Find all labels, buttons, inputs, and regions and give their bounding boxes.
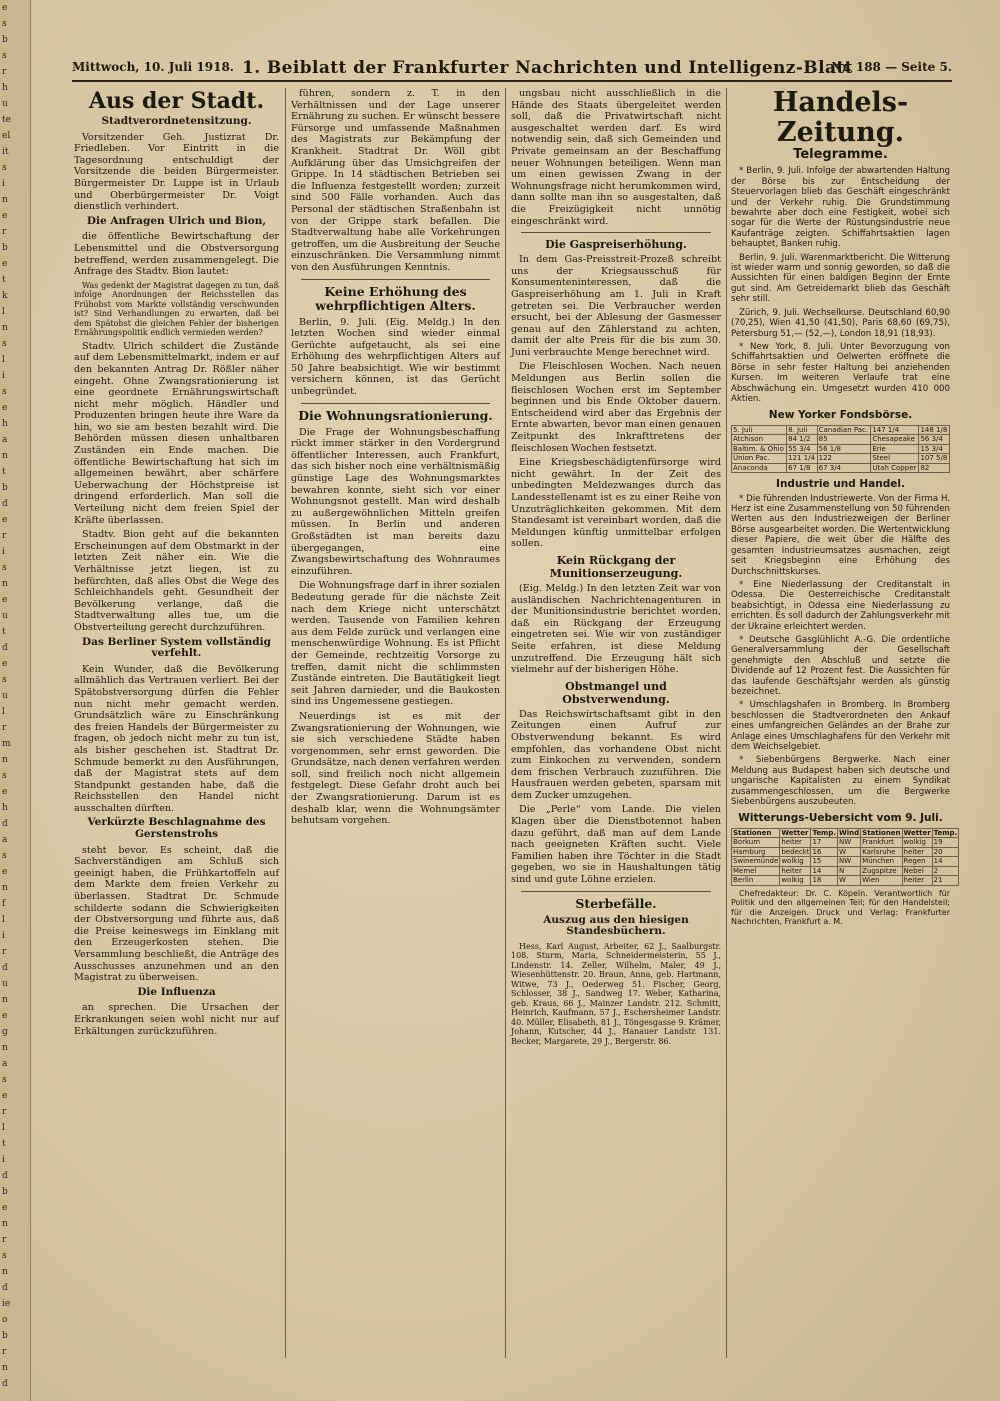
- table-cell: N: [838, 866, 861, 876]
- paragraph: * New York, 8. Juli. Unter Bevorzugung von Schiffahrtsaktien und Oelwerten eröffnete die Börse in sehr fester Haltung bei anziehenden Kursen. Im weiteren Verlaufe trat eine Abschwächung ein. Umgesetzt wurden 410 000 Aktien.: [731, 341, 950, 404]
- table-cell: Baltim. & Ohio: [732, 444, 787, 454]
- paragraph: Eine Kriegsbeschädigtenfürsorge wird nicht gewährt. In der Zeit des unbedingten Meldezwanges durch das Landesstellenamt ist es zu einer Reihe von Unzuträglichkeiten gekommen. Mit dem Standesamt ist vereinbart worden, daß die Meldungen künftig unmittelbar erfolgen sollen.: [511, 457, 721, 550]
- strip-fragment: d: [2, 819, 8, 829]
- column-3: [511, 88, 721, 1358]
- paragraph: * Eine Niederlassung der Creditanstalt in Odessa. Die Oesterreichische Creditanstalt beabsichtigt, in Odessa eine Niederlassung zu errichten. Es soll dadurch der Zahlungsverkehr mit der Ukraine erleichtert werden.: [731, 579, 950, 632]
- article-subhead: Das Berliner System vollständig verfehlt.: [82, 635, 271, 660]
- table-cell: wolkig: [780, 857, 811, 867]
- strip-fragment: e: [2, 259, 8, 269]
- table-cell: 122: [817, 454, 871, 464]
- strip-fragment: a: [2, 835, 8, 845]
- strip-fragment: e: [2, 211, 8, 221]
- table-cell: 148 1/8: [919, 425, 950, 435]
- paragraph: Zürich, 9. Juli. Wechselkurse. Deutschland 60,90 (70,25), Wien 41,50 (41,50), Paris 68,60 (69,75), Petersburg 51,— (52,—), London 18,91 (18,93).: [731, 307, 950, 339]
- column-1: [74, 88, 279, 1358]
- column-rule: [505, 88, 506, 1358]
- strip-fragment: u: [2, 691, 8, 701]
- stock-table: [731, 425, 950, 474]
- strip-fragment: s: [2, 387, 7, 397]
- weather-title: Witterungs-Uebersicht vom 9. Juli.: [738, 812, 943, 825]
- strip-fragment: l: [2, 915, 5, 925]
- paragraph: Kein Wunder, daß die Bevölkerung allmählich das Vertrauen verliert. Bei der Spätobstversorgung dürfen die Fehler nun nicht mehr gemacht werden. Grundsätzlich wäre zu Einschränkung des freien Handels der Bürgermeister zu fragen, ob jedoch nicht mehr zu tun ist, als bisher geschehen ist. Stadtrat Dr. Schmude bemerkt zu den Ausführungen, daß der Magistrat stets auf dem Standpunkt gestanden habe, daß die Reichsstellen den Handel nicht ausschalten dürften.: [74, 663, 279, 814]
- table-cell: NW: [838, 838, 861, 848]
- strip-fragment: r: [2, 227, 7, 237]
- table-cell: 15 3/4: [919, 444, 950, 454]
- strip-fragment: g: [2, 1027, 8, 1037]
- table-cell: 67 1/8: [787, 463, 818, 473]
- table-cell: W: [838, 876, 861, 886]
- strip-fragment: n: [2, 451, 8, 461]
- table-header-cell: Temp.: [812, 828, 837, 837]
- strip-fragment: b: [2, 35, 8, 45]
- strip-fragment: s: [2, 1075, 7, 1085]
- strip-fragment: r: [2, 1235, 7, 1245]
- paragraph: Die „Perle“ vom Lande. Die vielen Klagen über die Dienstbotennot haben dazu geführt, daß man auf dem Lande nach geeigneten Kräften sucht. Viele Familien haben ihre Töchter in die Stadt gegeben, wo sie in Haushaltungen tätig sind und gute Löhne erzielen.: [511, 804, 721, 886]
- article-subhead: Die Influenza: [137, 985, 216, 998]
- paragraph: * Deutsche Gasglühlicht A.-G. Die ordentliche Generalversammlung der Gesellschaft genehmigte den Abschluß und setzte die Dividende auf 12 Prozent fest. Die Aussichten für das laufende Geschäftsjahr werden als günstig bezeichnet.: [731, 634, 950, 697]
- table-cell: 17: [811, 838, 838, 848]
- table-row: [732, 444, 950, 454]
- strip-fragment: n: [2, 755, 8, 765]
- strip-fragment: h: [2, 803, 8, 813]
- table-row: [732, 435, 950, 445]
- article-subhead: Auszug aus den hiesigen Standesbüchern.: [543, 913, 689, 938]
- table-cell: wolkig: [902, 838, 932, 848]
- strip-fragment: h: [2, 419, 8, 429]
- strip-fragment: r: [2, 947, 7, 957]
- strip-fragment: n: [2, 1043, 8, 1053]
- article-divider: [521, 891, 711, 892]
- paragraph: an sprechen. Die Ursachen der Erkrankungen seien wohl nicht nur auf Erkältungen zurückzuführen.: [74, 1002, 279, 1037]
- paragraph: Die Wohnungsfrage darf in ihrer sozialen Bedeutung gerade für die nächste Zeit nach dem Kriege nicht unterschätzt werden. Tausende von Familien kehren aus dem Felde zurück und verlangen eine menschenwürdige Wohnung. Es ist Pflicht der Gemeinde, rechtzeitig Vorsorge zu treffen, damit nicht die schlimmsten Zustände eintreten. Die Bautätigkeit liegt seit Jahren darnieder, und die Baukosten sind ins Ungemessene gestiegen.: [291, 580, 500, 708]
- strip-fragment: n: [2, 1363, 8, 1373]
- header-page-number: Nr. 188 — Seite 5.: [831, 60, 952, 74]
- strip-fragment: i: [2, 1155, 5, 1165]
- strip-fragment: a: [2, 1059, 8, 1069]
- strip-fragment: s: [2, 771, 7, 781]
- strip-fragment: k: [2, 291, 8, 301]
- paragraph: * Siebenbürgens Bergwerke. Nach einer Meldung aus Budapest haben sich deutsche und ungarische Kapitalisten zu einem Syndikat zusammengeschlossen, um die Bergwerke Siebenbürgens auszubeuten.: [731, 755, 950, 808]
- table-cell: 67 3/4: [817, 463, 871, 473]
- paragraph: Stadtv. Ulrich schildert die Zustände auf dem Lebensmittelmarkt, indem er auf den bekannten Antrag Dr. Rößler näher eingeht. Ohne Zwangsrationierung ist eine geordnete Ernährungswirtschaft nicht mehr möglich. Händler und Produzenten bringen heute ihre Ware da hin, wo sie am besten bezahlt wird. Die Behörden müssen diesen unhaltbaren Zuständen ein Ende machen. Die öffentliche Bewirtschaftung hat sich im allgemeinen bewährt, aber schärfere Ueberwachung der Höchstpreise ist dringend erforderlich. Man soll die Verteilung nicht dem freien Spiel der Kräfte überlassen.: [74, 340, 279, 526]
- column-rule: [285, 88, 286, 1358]
- table-row: [732, 876, 959, 886]
- strip-fragment: e: [2, 1203, 8, 1213]
- table-cell: 14: [932, 857, 959, 867]
- strip-fragment: r: [2, 1107, 7, 1117]
- paragraph: * Umschlagshafen in Bromberg. In Bromberg beschlossen die Stadtverordneten den Ankauf eines umfangreichen Geländes an der Brahe zur Anlage eines Umschlaghafens für den Verkehr mit dem Weichselgebiet.: [731, 700, 950, 752]
- table-cell: heiter: [902, 847, 932, 857]
- table-row: [732, 857, 959, 867]
- strip-fragment: e: [2, 787, 8, 797]
- table-cell: 5. Juli: [732, 425, 787, 435]
- table-cell: 56 1/8: [817, 444, 871, 454]
- paragraph: steht bevor. Es scheint, daß die Sachverständigen am Schluß sich geeinigt haben, die Frühkartoffeln auf dem Markte dem freien Verkehr zu überlassen. Stadtrat Dr. Schmude schilderte sodann die Schwierigkeiten der Obstversorgung und führte aus, daß die Preise keineswegs im Einklang mit den Erzeugerkosten stehen. Die Versammlung beschließt, die Anträge des Ausschusses anzunehmen und an den Magistrat zu überweisen.: [74, 844, 279, 984]
- strip-fragment: i: [2, 547, 5, 557]
- paragraph: (Eig. Meldg.) In den letzten Zeit war von ausländischen Nachrichtenagenturen in der Munitionsindustrie berichtet worden, daß ein Rückgang der Erzeugung eingetreten sei. Wie wir von zuständiger Seite erfahren, ist diese Meldung unzutreffend. Die Erzeugung hält sich vielmehr auf der bisherigen Höhe.: [511, 582, 721, 676]
- strip-fragment: t: [2, 275, 6, 285]
- table-header-cell: Wind: [839, 828, 860, 837]
- table-cell: 16: [811, 847, 838, 857]
- table-cell: 21: [932, 876, 959, 886]
- table-cell: Anaconda: [732, 463, 787, 473]
- table-cell: 14: [811, 866, 838, 876]
- strip-fragment: e: [2, 3, 8, 13]
- table-cell: Steel: [871, 454, 919, 464]
- strip-fragment: e: [2, 403, 8, 413]
- paragraph: Neuerdings ist es mit der Zwangsrationierung der Wohnungen, wie sie sich verschiedene Städte haben vorgenommen, sehr ernst geworden. Die Grundsätze, nach denen verfahren werden soll, sind freilich noch nicht allgemein festgelegt. Diese Gefahr droht auch bei der Zwangsrationierung. Darum ist es deshalb klar, wenn die Wohnungsämter behutsam vorgehen.: [291, 710, 500, 827]
- table-row: [732, 866, 959, 876]
- strip-fragment: r: [2, 531, 7, 541]
- table-row: [732, 847, 959, 857]
- strip-fragment: t: [2, 467, 6, 477]
- weather-table: [731, 828, 959, 886]
- table-cell: Memel: [732, 866, 780, 876]
- page-header: [72, 58, 952, 82]
- table-cell: Frankfurt: [861, 838, 902, 848]
- table-cell: Canadian Pac.: [817, 425, 871, 435]
- article-heading: Kein Rückgang der Munitionserzeugung.: [549, 553, 683, 580]
- header-title: 1. Beiblatt der Frankfurter Nachrichten und Intelligenz-Blatt: [242, 58, 853, 78]
- table-cell: heiter: [780, 838, 811, 848]
- table-cell: bedeckt: [781, 847, 810, 856]
- strip-fragment: d: [2, 1171, 8, 1181]
- handels-zeitung-title: Handels-Zeitung.: [772, 87, 909, 148]
- strip-fragment: u: [2, 611, 8, 621]
- article-heading: Die Wohnungsrationierung.: [298, 407, 493, 423]
- table-title: New Yorker Fondsbörse.: [768, 409, 913, 422]
- table-cell: 84 1/2: [787, 435, 818, 445]
- table-cell: Swinemünde: [733, 857, 779, 866]
- table-cell: Berlin: [732, 876, 780, 886]
- strip-fragment: s: [2, 19, 7, 29]
- strip-fragment: b: [2, 1187, 8, 1197]
- paragraph: Berlin, 9. Juli. Warenmarktbericht. Die Witterung ist wieder warm und sonnig geworden, so daß die Aussichten für einen baldigen Beginn der Ernte gut sind. Am Getreidemarkt blieb das Geschäft sehr still.: [731, 252, 950, 305]
- strip-fragment: u: [2, 99, 8, 109]
- table-cell: W: [838, 847, 861, 857]
- strip-fragment: n: [2, 883, 8, 893]
- paragraph: Die Fleischlosen Wochen. Nach neuen Meldungen aus Berlin sollen die fleischlosen Wochen erst im September beginnen und bis Ende Oktober dauern. Entscheidend wird aber das Ergebnis der Ernte abwarten, bevor man einen genauen Zeitpunkt des Inkrafttretens der fleischlosen Wochen festsetzt.: [511, 361, 721, 454]
- table-cell: wolkig: [780, 876, 811, 886]
- strip-fragment: r: [2, 67, 7, 77]
- paragraph: Vorsitzender Geh. Justizrat Dr. Friedleben. Vor Eintritt in die Tagesordnung entschuldigt der Vorsitzende die beiden Bürgermeister. Bürgermeister Dr. Luppe ist in Urlaub und Oberbürgermeister Dr. Voigt dienstlich verhindert.: [74, 131, 279, 213]
- strip-fragment: e: [2, 1011, 8, 1021]
- table-cell: 20: [932, 847, 959, 857]
- strip-fragment: n: [2, 195, 8, 205]
- table-cell: Utah Copper: [871, 463, 919, 473]
- strip-fragment: d: [2, 963, 8, 973]
- strip-fragment: it: [2, 147, 9, 157]
- table-cell: Union Pac.: [732, 454, 787, 464]
- strip-fragment: d: [2, 1283, 8, 1293]
- table-cell: Karlsruhe: [861, 847, 902, 857]
- strip-fragment: l: [2, 307, 5, 317]
- table-cell: Hamburg: [732, 847, 780, 857]
- strip-fragment: e: [2, 659, 8, 669]
- table-cell: 56 3/4: [919, 435, 950, 445]
- column-2: [291, 88, 500, 1358]
- article-subhead: Die Anfragen Ulrich und Bion,: [86, 214, 267, 227]
- paragraph: Stadtv. Bion geht auf die bekannten Erscheinungen auf dem Obstmarkt in der letzten Zeit näher ein. Wie die Verhältnisse jetzt liegen, ist zu befürchten, daß alles Obst die Wege des Schleichhandels geht. Gesundheit der Bevölkerung verlange, daß die Stadtverwaltung alles tue, um die Obstverteilung gerecht durchzuführen.: [74, 529, 279, 633]
- table-header-row: [732, 828, 959, 838]
- strip-fragment: n: [2, 323, 8, 333]
- strip-fragment: o: [2, 1315, 8, 1325]
- table-cell: Atchison: [732, 435, 787, 445]
- article-divider: [301, 279, 490, 280]
- strip-fragment: s: [2, 51, 7, 61]
- strip-fragment: l: [2, 1123, 5, 1133]
- table-cell: 15: [811, 857, 838, 867]
- paragraph-quote: Was gedenkt der Magistrat dagegen zu tun, daß infolge Anordnungen der Reichsstellen das Frühobst vom Markte vollständig verschwunden ist? Sind Verhandlungen zu erwarten, daß bei dem Spätobst die gleichen Fehler der bisherigen Ernährungspolitik endlich vermieden werden?: [74, 280, 279, 338]
- table-cell: 8. Juli: [787, 425, 818, 435]
- strip-fragment: e: [2, 867, 8, 877]
- adjacent-page-strip: [0, 0, 31, 1401]
- table-cell: 147 1/4: [871, 425, 919, 435]
- paragraph: Die Frage der Wohnungsbeschaffung rückt immer stärker in den Vordergrund öffentlicher Interessen, auch Frankfurt, das sich bisher noch eine verhältnismäßig günstige Lage des Wohnungsmarktes bewahren konnte, sieht sich vor einer Wohnungsnot gestellt. Man wird deshalb zu außergewöhnlichen Mitteln greifen müssen. In Berlin und anderen Großstädten ist man bereits dazu übergegangen, eine Zwangsbewirtschaftung des Wohnraumes einzuführen.: [291, 426, 500, 577]
- strip-fragment: b: [2, 1331, 8, 1341]
- table-cell: 18: [811, 876, 838, 886]
- section-heading: Industrie und Handel.: [776, 478, 905, 491]
- strip-fragment: b: [2, 483, 8, 493]
- paragraph: * Die führenden Industriewerte. Von der Firma H. Herz ist eine Zusammenstellung von 50 führenden Werten aus den Industriezweigen der Berliner Börse ausgearbeitet worden. Die Wertentwicklung dieser Papiere, die weit über die Hälfte des gesamten Industrieumsatzes ausmachen, zeigt seit Kriegsbeginn eine Erhöhung des Durchschnittskurses.: [731, 493, 950, 577]
- table-header-cell: Temp.: [933, 828, 958, 837]
- strip-fragment: ie: [2, 1299, 11, 1309]
- strip-fragment: d: [2, 1379, 8, 1389]
- table-header-cell: Wetter: [780, 828, 811, 838]
- strip-fragment: n: [2, 1219, 8, 1229]
- strip-fragment: s: [2, 1251, 7, 1261]
- table-cell: Regen: [902, 857, 932, 867]
- strip-fragment: s: [2, 339, 7, 349]
- strip-fragment: n: [2, 579, 8, 589]
- strip-fragment: n: [2, 995, 8, 1005]
- table-cell: Chesapeake: [871, 435, 919, 445]
- strip-fragment: s: [2, 851, 7, 861]
- strip-fragment: l: [2, 707, 5, 717]
- strip-fragment: i: [2, 931, 5, 941]
- section-heading: Aus der Stadt.: [88, 88, 265, 114]
- paragraph: Berlin, 9. Juli. (Eig. Meldg.) In den letzten Wochen sind wieder einmal Gerüchte aufgetaucht, als sei eine Erhöhung des wehrpflichtigen Alters auf 50 Jahre beabsichtigt. Wie wir bestimmt versichern können, ist das Gerücht unbegründet.: [291, 316, 500, 398]
- table-cell: 55 3/4: [787, 444, 818, 454]
- table-cell: Nebel: [902, 866, 932, 876]
- strip-fragment: n: [2, 1267, 8, 1277]
- article-divider: [301, 403, 490, 404]
- strip-fragment: l: [2, 355, 5, 365]
- strip-fragment: b: [2, 243, 8, 253]
- table-header-cell: Stationen: [862, 828, 901, 837]
- section-subheading: Stadtverordnetensitzung.: [101, 115, 252, 127]
- strip-fragment: u: [2, 979, 8, 989]
- strip-fragment: m: [2, 739, 11, 749]
- strip-fragment: s: [2, 563, 7, 573]
- paragraph: ungsbau nicht ausschließlich in die Hände des Staats übergeleitet werden soll, daß die Privatwirtschaft nicht ausgeschaltet werden darf. Es wird notwendig sein, daß sich Gemeinden und Private gemeinsam an der Beschaffung neuer Wohnungen beteiligen. Wenn man um einen gewissen Zwang in der Wohnungsfrage nicht herumkommen wird, dann sollte man ihn so ausgestalten, daß die Freizügigkeit nicht unnötig eingeschränkt wird.: [511, 88, 721, 227]
- strip-fragment: t: [2, 1139, 6, 1149]
- strip-fragment: f: [2, 899, 6, 909]
- death-notices: Hess, Karl August, Arbeiter, 62 J., Saalburgstr. 108. Sturm, Maria, Schneidermeisterin, 55 J., Lindenstr. 14. Zeller, Wilhelm, Maler, 49 J., Wiesenhüttenstr. 20. Braun, Anna, geb. Hartmann, Witwe, 73 J., Oederweg 51. Fischer, Georg, Schlosser, 38 J., Sandweg 17. Weber, Katharina, geb. Kraus, 66 J., Mainzer Landstr. 212. Schmitt, Heinrich, Kaufmann, 57 J., Eschersheimer Landstr. 40. Müller, Elisabeth, 81 J., Töngesgasse 9. Krämer, Johann, Kutscher, 44 J., Hanauer Landstr. 131. Becker, Margarete, 29 J., Bergerstr. 86.: [511, 941, 721, 1046]
- strip-fragment: r: [2, 1347, 7, 1357]
- table-cell: heiter: [902, 876, 932, 886]
- table-cell: 19: [932, 838, 959, 848]
- table-cell: 121 1/4: [787, 454, 818, 464]
- article-divider: [521, 232, 711, 233]
- article-heading: Sterbefälle.: [575, 895, 657, 911]
- imprint: Chefredakteur: Dr. C. Köpeln. Verantwortlich für Politik und den allgemeinen Teil; für den Handelsteil; für die Anzeigen. Druck und Verlag: Frankfurter Nachrichten, Frankfurt a. M.: [731, 888, 950, 927]
- column-4: [731, 87, 958, 1358]
- strip-fragment: te: [2, 115, 11, 125]
- strip-fragment: i: [2, 371, 5, 381]
- table-row: [732, 463, 950, 473]
- table-cell: 107 5/8: [919, 454, 950, 464]
- strip-fragment: a: [2, 435, 8, 445]
- header-date: Mittwoch, 10. Juli 1918.: [72, 60, 234, 74]
- table-header-cell: Wetter: [903, 828, 931, 837]
- paragraph: führen, sondern z. T. in den Verhältnissen und der Lage unserer Ernährung zu suchen. Er wünscht bessere Fürsorge und umfassende Maßnahmen des Magistrats zur Bekämpfung der Krankheit. Stadtrat Dr. Wöll gibt Aufklärung über das Umsichgreifen der Grippe. In 14 städtischen Betrieben sei die Influenza festgestellt worden; zurzeit sind 500 Fälle vorhanden. Auch das Personal der städtischen Straßenbahn ist von der Grippe stark befallen. Die Stadtverwaltung habe alle Vorkehrungen getroffen, um die Ausbreitung der Seuche einzuschränken. Die Versammlung nimmt von den Ausführungen Kenntnis.: [291, 88, 500, 273]
- column-rule: [726, 88, 727, 1358]
- strip-fragment: e: [2, 1091, 8, 1101]
- strip-fragment: el: [2, 131, 11, 141]
- article-heading: Die Gaspreiserhöhung.: [545, 238, 687, 252]
- strip-fragment: i: [2, 179, 5, 189]
- strip-fragment: s: [2, 675, 7, 685]
- paragraph: In dem Gas-Preisstreit-Prozeß schreibt uns der Kriegsausschuß für Konsumenteninteressen, daß die Gaspreiserhöhung am 1. Juli in Kraft getreten sei. Die Verbraucher werden ersucht, bei der Ablesung der Gasmesser genau auf den Zählerstand zu achten, damit der alte Preis für die bis zum 30. Juni verbrauchte Menge berechnet wird.: [511, 254, 721, 358]
- table-cell: 85: [817, 435, 871, 445]
- table-cell: Borkum: [732, 838, 780, 848]
- table-cell: 82: [919, 463, 950, 473]
- strip-fragment: d: [2, 499, 8, 509]
- table-cell: heiter: [780, 866, 811, 876]
- table-row: [732, 454, 950, 464]
- strip-fragment: t: [2, 627, 6, 637]
- strip-fragment: h: [2, 83, 8, 93]
- strip-fragment: e: [2, 515, 8, 525]
- strip-fragment: e: [2, 595, 8, 605]
- telegramme-subtitle: Telegramme.: [793, 147, 888, 162]
- table-cell: Wien: [861, 876, 902, 886]
- table-cell: 2: [932, 866, 959, 876]
- strip-fragment: d: [2, 643, 8, 653]
- paragraph: die öffentliche Bewirtschaftung der Lebensmittel und die Obstversorgung betreffend, werden zusammengelegt. Die Anfrage des Stadtv. Bion lautet:: [74, 231, 279, 278]
- paragraph: Das Reichswirtschaftsamt gibt in den Zeitungen einen Aufruf zur Obstverwendung bekannt. Es wird empfohlen, das vorhandene Obst nicht zum Einkochen zu verwenden, sondern dem frischen Verbrauch zuzuführen. Die Hausfrauen werden gebeten, sparsam mit dem Zucker umzugehen.: [511, 708, 721, 801]
- table-cell: München: [861, 857, 902, 867]
- paragraph: * Berlin, 9. Juli. Infolge der abwartenden Haltung der Börse bis zur Entscheidung der Steuervorlagen blieb das Geschäft eingeschränkt und der Verkehr ruhig. Die Grundstimmung bewahrte aber doch eine Festigkeit, wobei sich sogar für die Werte der Rüstungsindustrie neue Kaufanträge zeigten. Schiffahrtsaktien lagen behauptet, Banken ruhig.: [731, 166, 950, 250]
- article-subhead: Verkürzte Beschlagnahme des Gerstenstrohs: [87, 816, 266, 841]
- table-cell: Zugspitze: [861, 866, 902, 876]
- article-heading: Obstmangel und Obstverwendung.: [562, 679, 670, 706]
- strip-fragment: s: [2, 163, 7, 173]
- table-row: [732, 838, 959, 848]
- table-row: [732, 425, 950, 435]
- table-cell: Erie: [871, 444, 919, 454]
- article-heading: Keine Erhöhung des wehrpflichtigen Alters.: [315, 283, 476, 313]
- table-header-cell: Stationen: [732, 828, 780, 838]
- strip-fragment: r: [2, 723, 7, 733]
- table-cell: NW: [838, 857, 861, 867]
